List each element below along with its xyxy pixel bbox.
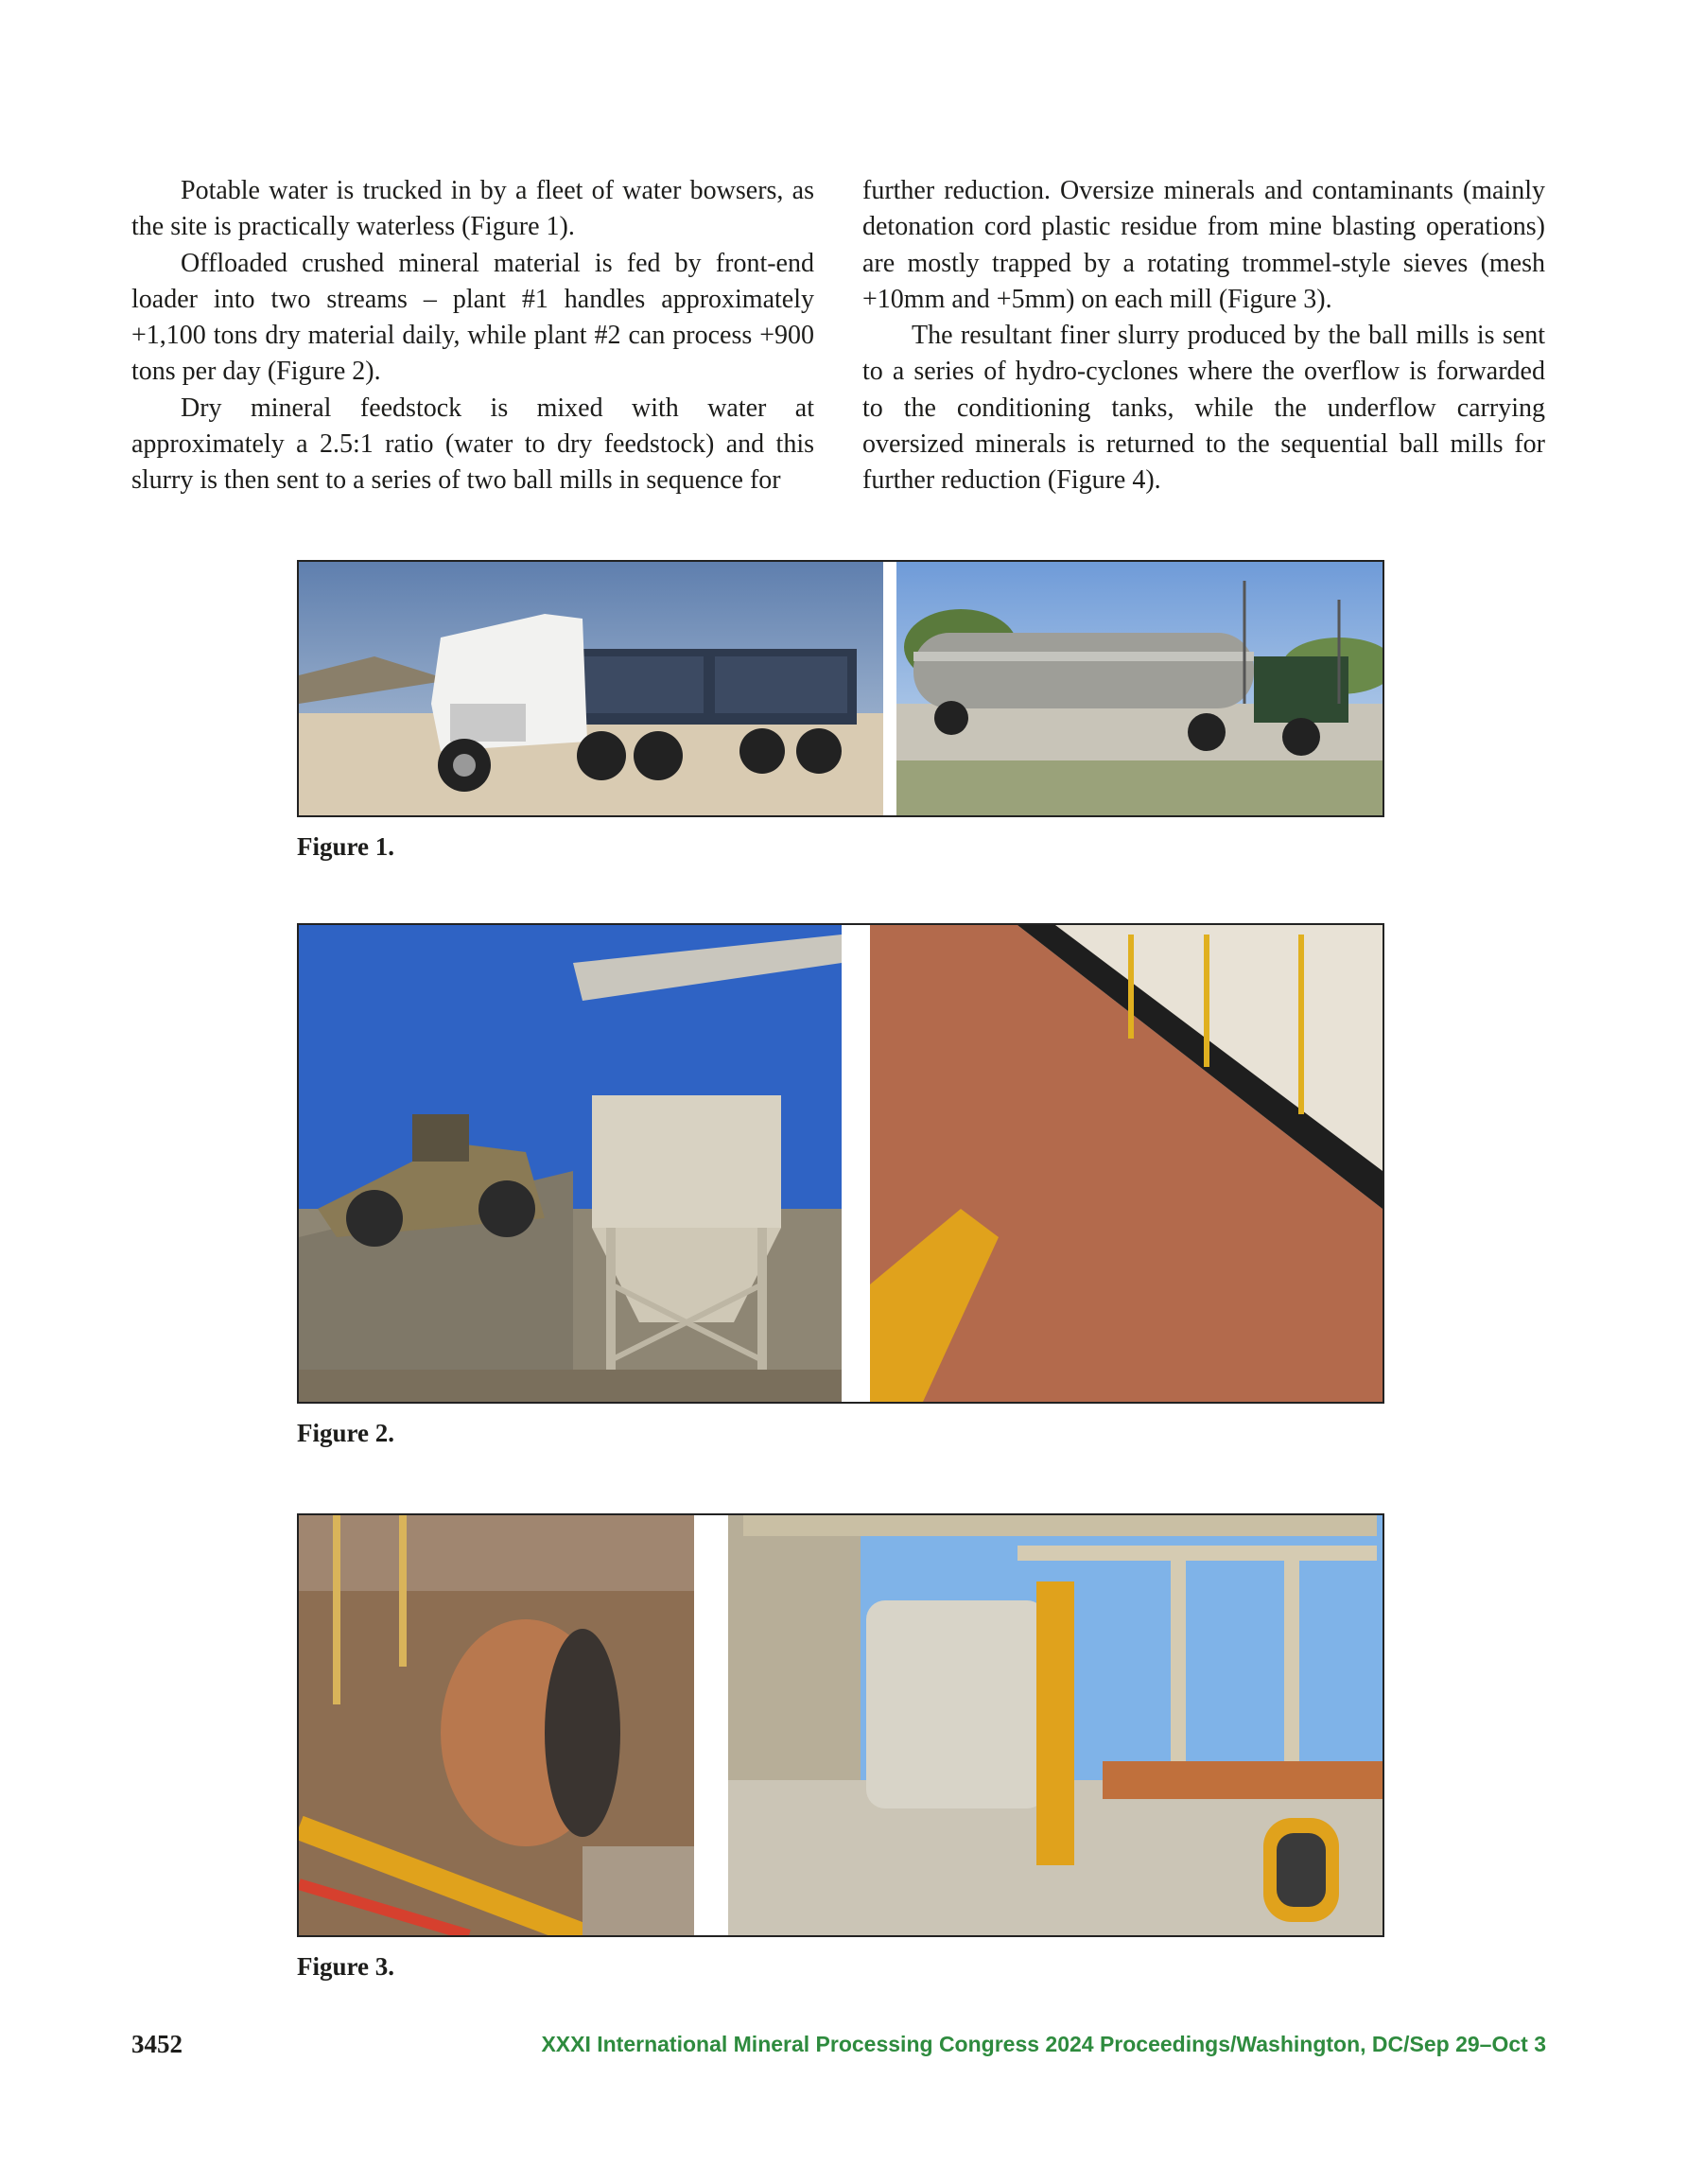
photo-water-tanker [896,562,1383,815]
page-number: 3452 [131,2030,183,2058]
paragraph: Dry mineral feedstock is mixed with water at approximately a 2.5:1 ratio (water to dry feedstock) and this slurry is then sent to a series of two ball mills in sequence for [131,393,814,496]
figure-2-photos [297,923,1384,1404]
right-text-column [862,173,1545,499]
paragraph: Offloaded crushed mineral material is fed by front-end loader into two streams – plant #1 handles approximately +1,100 tons dry material daily, while plant #2 can process +900 tons per day (Figure 2). [131,248,814,387]
photo-conveyor-belt [870,925,1383,1402]
figure-3-caption: Figure 3. [297,1952,394,1981]
figure-1-caption: Figure 1. [297,832,394,861]
photo-front-end-loader [299,925,842,1402]
figure-1-photos [297,560,1384,817]
page-footer [131,2030,1546,2064]
figure-2-caption: Figure 2. [297,1419,394,1447]
photo-ore-truck [299,562,883,815]
paragraph: The resultant finer slurry produced by the ball mills is sent to a series of hydro-cyclones where the overflow is forwarded to the conditioning tanks, while the underflow carrying oversized minerals is returned to the sequential ball mills for further reduction (Figure 4). [862,321,1545,496]
photo-trommel-sieve [299,1515,694,1935]
paragraph: further reduction. Oversize minerals and contaminants (mainly detonation cord plastic residue from mine blasting operations) are mostly trapped by a rotating trommel-style sieves (mesh +10mm and +5mm) on each mill (Figure 3). [862,176,1545,314]
left-text-column [131,173,814,499]
photo-ball-mill [728,1515,1383,1935]
paragraph: Potable water is trucked in by a fleet of water bowsers, as the site is practically waterless (Figure 1). [131,176,814,242]
running-title: XXXI International Mineral Processing Congress 2024 Proceedings/Washington, DC/Sep 29–Oct 3 [541,2032,1546,2056]
figure-3-photos [297,1513,1384,1937]
